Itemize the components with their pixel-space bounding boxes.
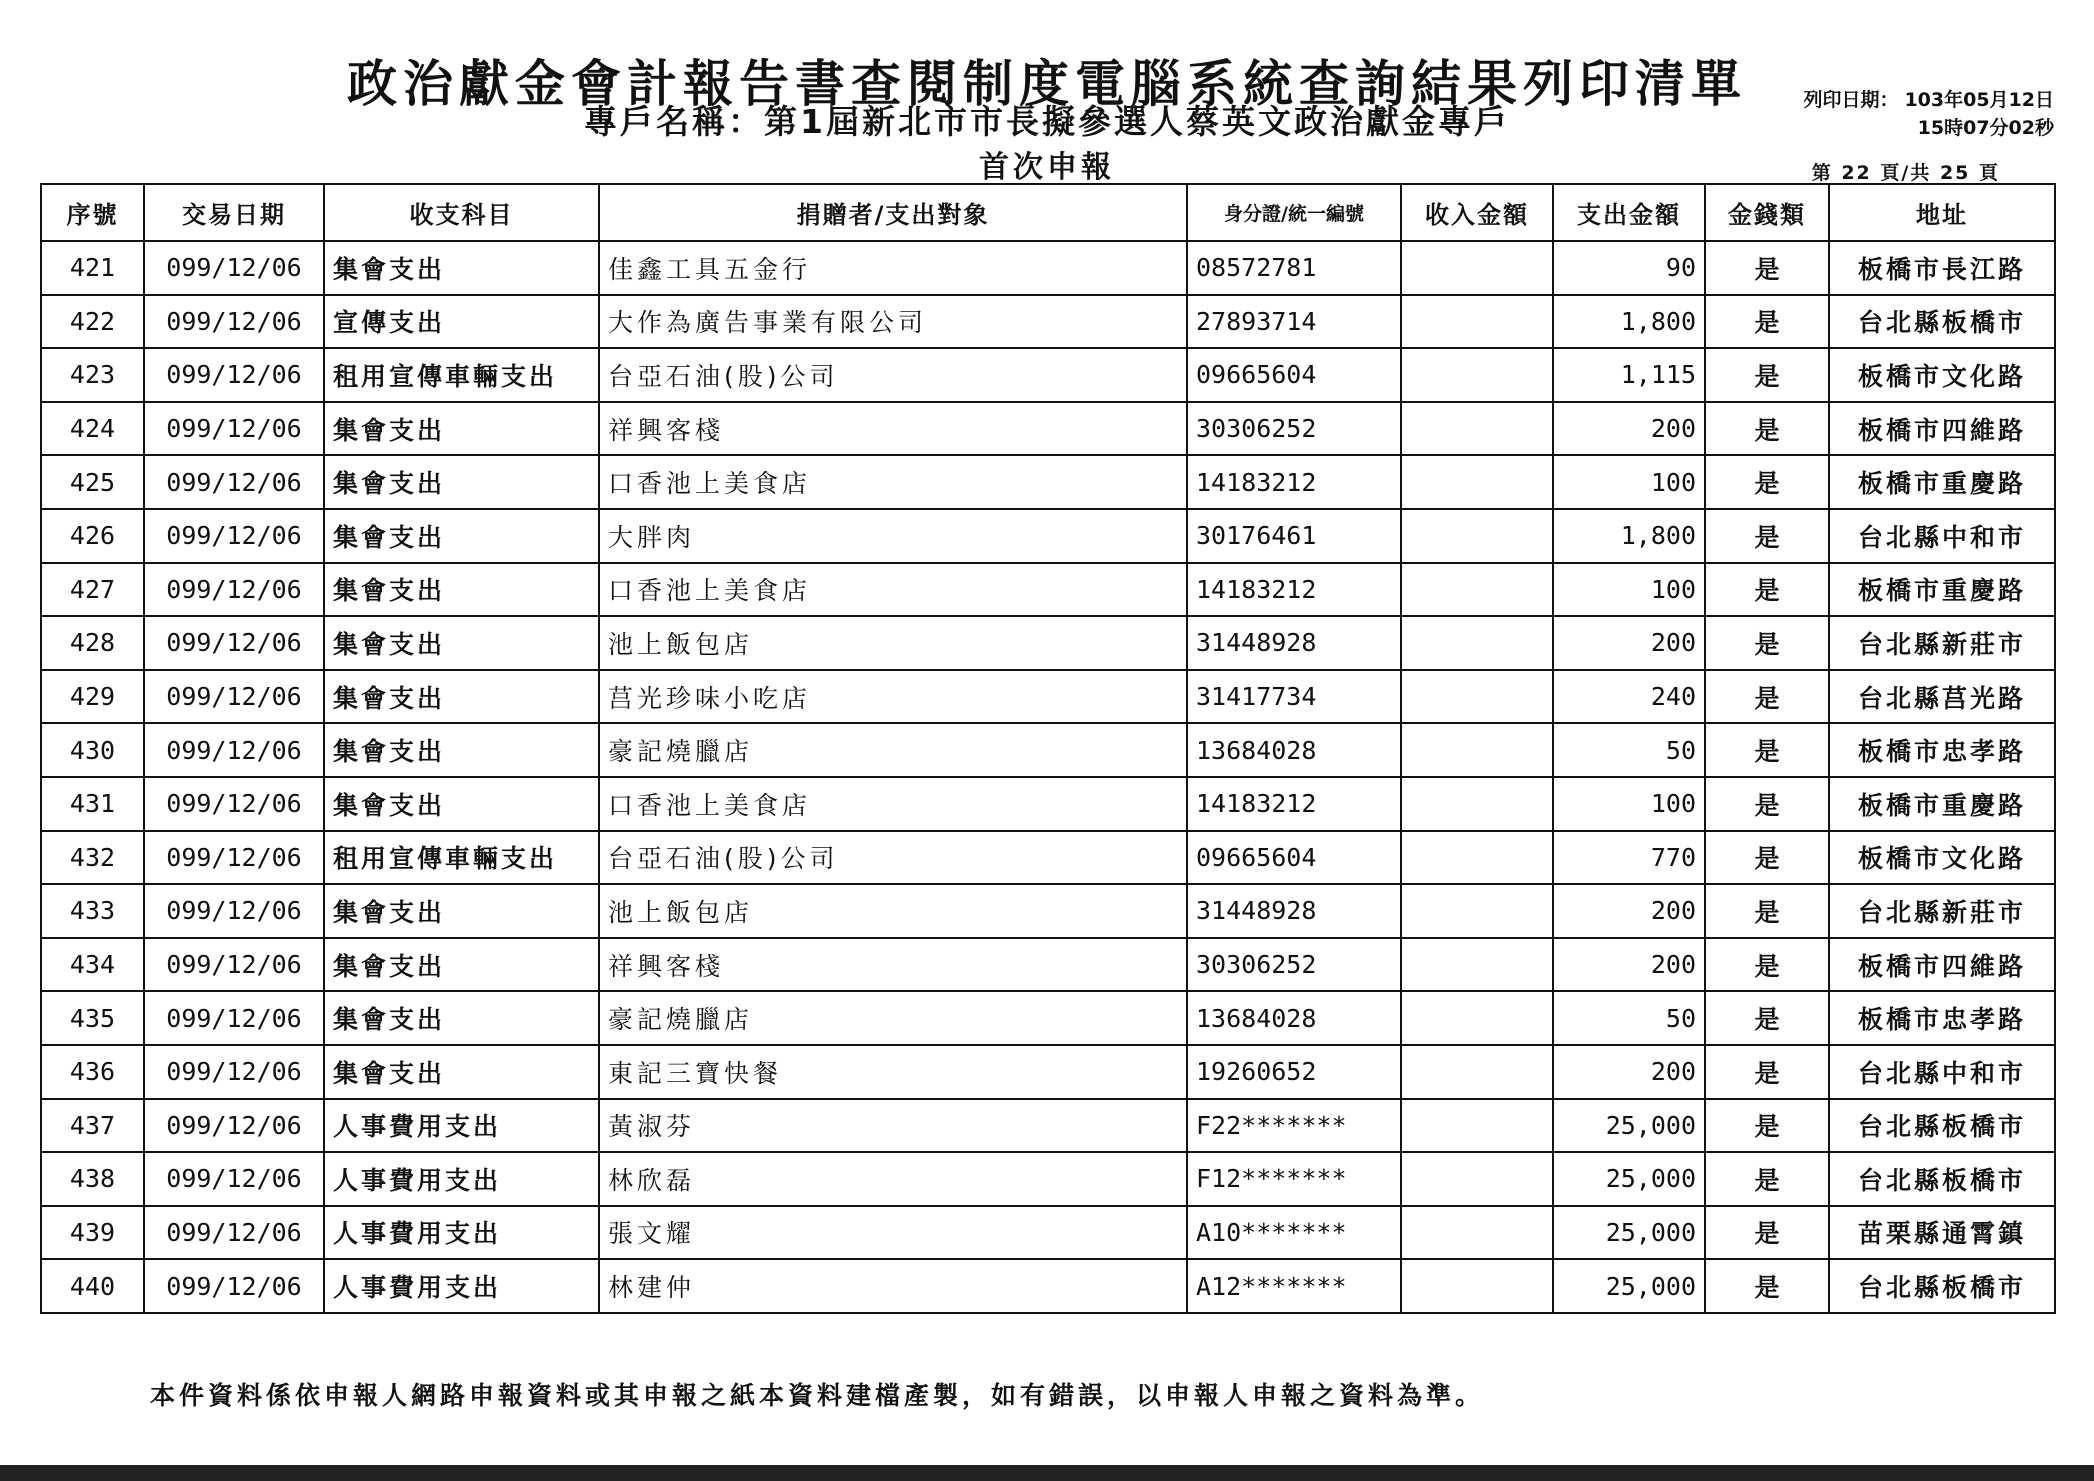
cell-address: 台北縣新莊市 — [1829, 616, 2055, 670]
cell-income — [1401, 938, 1553, 992]
cell-seq: 421 — [41, 241, 144, 295]
cell-category: 集會支出 — [324, 777, 599, 831]
print-time: 15時07分02秒 — [1917, 117, 2054, 139]
cell-counterparty: 大胖肉 — [599, 509, 1187, 563]
cell-counterparty: 口香池上美食店 — [599, 777, 1187, 831]
col-header-id: 身分證/統一編號 — [1187, 184, 1401, 241]
cell-category: 租用宣傳車輛支出 — [324, 831, 599, 885]
table-row — [41, 1152, 2055, 1206]
cell-category: 集會支出 — [324, 509, 599, 563]
cell-seq: 433 — [41, 884, 144, 938]
cell-income — [1401, 563, 1553, 617]
cell-date: 099/12/06 — [144, 1259, 324, 1313]
account-name: 專戶名稱：第1屆新北市市長擬參選人蔡英文政治獻金專戶 — [584, 102, 1510, 141]
cell-expense: 200 — [1553, 884, 1705, 938]
cell-id: A12******* — [1187, 1259, 1401, 1313]
cell-category: 集會支出 — [324, 991, 599, 1045]
cell-expense: 25,000 — [1553, 1206, 1705, 1260]
cell-address: 台北縣中和市 — [1829, 509, 2055, 563]
cell-counterparty: 池上飯包店 — [599, 616, 1187, 670]
table-row — [41, 831, 2055, 885]
table-row — [41, 509, 2055, 563]
cell-expense: 1,115 — [1553, 348, 1705, 402]
table-row — [41, 670, 2055, 724]
table-row — [41, 616, 2055, 670]
cell-counterparty: 張文耀 — [599, 1206, 1187, 1260]
cell-counterparty: 佳鑫工具五金行 — [599, 241, 1187, 295]
cell-category: 集會支出 — [324, 723, 599, 777]
cell-date: 099/12/06 — [144, 1099, 324, 1153]
cell-seq: 438 — [41, 1152, 144, 1206]
cell-id: F22******* — [1187, 1099, 1401, 1153]
cell-money: 是 — [1705, 670, 1829, 724]
header-row — [41, 184, 2055, 241]
cell-date: 099/12/06 — [144, 723, 324, 777]
col-header-seq: 序號 — [41, 184, 144, 241]
cell-date: 099/12/06 — [144, 670, 324, 724]
cell-money: 是 — [1705, 563, 1829, 617]
table-row — [41, 348, 2055, 402]
cell-date: 099/12/06 — [144, 938, 324, 992]
cell-seq: 434 — [41, 938, 144, 992]
cell-category: 集會支出 — [324, 455, 599, 509]
table-row — [41, 563, 2055, 617]
cell-counterparty: 東記三寶快餐 — [599, 1045, 1187, 1099]
cell-seq: 422 — [41, 295, 144, 349]
col-header-category: 收支科目 — [324, 184, 599, 241]
ledger-body — [41, 241, 2055, 1313]
cell-address: 台北縣板橋市 — [1829, 1152, 2055, 1206]
cell-date: 099/12/06 — [144, 402, 324, 456]
cell-seq: 426 — [41, 509, 144, 563]
cell-money: 是 — [1705, 938, 1829, 992]
cell-seq: 436 — [41, 1045, 144, 1099]
table-row — [41, 1045, 2055, 1099]
cell-income — [1401, 991, 1553, 1045]
report-title: 政治獻金會計報告書查閱制度電腦系統查詢結果列印清單 — [347, 54, 1747, 113]
cell-date: 099/12/06 — [144, 991, 324, 1045]
cell-date: 099/12/06 — [144, 563, 324, 617]
cell-income — [1401, 402, 1553, 456]
cell-income — [1401, 1206, 1553, 1260]
cell-money: 是 — [1705, 348, 1829, 402]
cell-expense: 200 — [1553, 938, 1705, 992]
cell-income — [1401, 616, 1553, 670]
cell-seq: 431 — [41, 777, 144, 831]
table-row — [41, 723, 2055, 777]
cell-seq: 437 — [41, 1099, 144, 1153]
cell-seq: 432 — [41, 831, 144, 885]
page-info: 第 22 頁/共 25 頁 — [1811, 162, 2000, 184]
cell-address: 台北縣莒光路 — [1829, 670, 2055, 724]
col-header-expense: 支出金額 — [1553, 184, 1705, 241]
cell-counterparty: 豪記燒臘店 — [599, 723, 1187, 777]
cell-date: 099/12/06 — [144, 455, 324, 509]
report-type: 首次申報 — [979, 150, 1115, 185]
cell-income — [1401, 884, 1553, 938]
cell-expense: 770 — [1553, 831, 1705, 885]
cell-category: 人事費用支出 — [324, 1099, 599, 1153]
cell-counterparty: 林建仲 — [599, 1259, 1187, 1313]
cell-expense: 200 — [1553, 402, 1705, 456]
cell-id: 30306252 — [1187, 938, 1401, 992]
cell-counterparty: 台亞石油(股)公司 — [599, 348, 1187, 402]
cell-income — [1401, 1259, 1553, 1313]
cell-address: 台北縣新莊市 — [1829, 884, 2055, 938]
cell-id: 30306252 — [1187, 402, 1401, 456]
cell-money: 是 — [1705, 723, 1829, 777]
cell-money: 是 — [1705, 402, 1829, 456]
cell-money: 是 — [1705, 1099, 1829, 1153]
cell-id: 31417734 — [1187, 670, 1401, 724]
cell-category: 集會支出 — [324, 670, 599, 724]
table-row — [41, 295, 2055, 349]
cell-counterparty: 口香池上美食店 — [599, 563, 1187, 617]
cell-seq: 430 — [41, 723, 144, 777]
cell-money: 是 — [1705, 295, 1829, 349]
print-date: 103年05月12日 — [1904, 89, 2054, 111]
cell-counterparty: 林欣磊 — [599, 1152, 1187, 1206]
cell-date: 099/12/06 — [144, 348, 324, 402]
print-date-label: 列印日期： — [1803, 89, 1899, 111]
cell-counterparty: 祥興客棧 — [599, 938, 1187, 992]
print-info — [1803, 86, 2054, 142]
cell-seq: 427 — [41, 563, 144, 617]
cell-money: 是 — [1705, 777, 1829, 831]
cell-money: 是 — [1705, 1259, 1829, 1313]
cell-date: 099/12/06 — [144, 509, 324, 563]
cell-id: 09665604 — [1187, 348, 1401, 402]
cell-id: 09665604 — [1187, 831, 1401, 885]
cell-expense: 25,000 — [1553, 1099, 1705, 1153]
cell-money: 是 — [1705, 455, 1829, 509]
cell-category: 集會支出 — [324, 241, 599, 295]
cell-date: 099/12/06 — [144, 777, 324, 831]
cell-address: 板橋市四維路 — [1829, 402, 2055, 456]
cell-category: 集會支出 — [324, 563, 599, 617]
cell-expense: 25,000 — [1553, 1259, 1705, 1313]
cell-address: 台北縣板橋市 — [1829, 1099, 2055, 1153]
cell-income — [1401, 509, 1553, 563]
cell-id: 14183212 — [1187, 455, 1401, 509]
cell-address: 板橋市忠孝路 — [1829, 991, 2055, 1045]
cell-id: 08572781 — [1187, 241, 1401, 295]
cell-income — [1401, 777, 1553, 831]
cell-id: 31448928 — [1187, 884, 1401, 938]
cell-id: 30176461 — [1187, 509, 1401, 563]
cell-counterparty: 豪記燒臘店 — [599, 991, 1187, 1045]
cell-expense: 100 — [1553, 563, 1705, 617]
cell-date: 099/12/06 — [144, 831, 324, 885]
cell-category: 集會支出 — [324, 938, 599, 992]
cell-money: 是 — [1705, 831, 1829, 885]
cell-address: 板橋市文化路 — [1829, 348, 2055, 402]
cell-address: 板橋市四維路 — [1829, 938, 2055, 992]
cell-money: 是 — [1705, 884, 1829, 938]
table-row — [41, 455, 2055, 509]
col-header-money: 金錢類 — [1705, 184, 1829, 241]
cell-counterparty: 口香池上美食店 — [599, 455, 1187, 509]
cell-money: 是 — [1705, 1206, 1829, 1260]
cell-date: 099/12/06 — [144, 241, 324, 295]
cell-id: A10******* — [1187, 1206, 1401, 1260]
cell-seq: 429 — [41, 670, 144, 724]
col-header-date: 交易日期 — [144, 184, 324, 241]
table-row — [41, 938, 2055, 992]
table-row — [41, 777, 2055, 831]
cell-address: 板橋市忠孝路 — [1829, 723, 2055, 777]
cell-money: 是 — [1705, 509, 1829, 563]
cell-seq: 440 — [41, 1259, 144, 1313]
cell-id: 14183212 — [1187, 563, 1401, 617]
cell-category: 集會支出 — [324, 402, 599, 456]
cell-counterparty: 池上飯包店 — [599, 884, 1187, 938]
cell-seq: 428 — [41, 616, 144, 670]
cell-expense: 100 — [1553, 777, 1705, 831]
table-row — [41, 991, 2055, 1045]
cell-income — [1401, 670, 1553, 724]
cell-income — [1401, 723, 1553, 777]
table-row — [41, 884, 2055, 938]
cell-id: 14183212 — [1187, 777, 1401, 831]
cell-expense: 90 — [1553, 241, 1705, 295]
cell-category: 集會支出 — [324, 1045, 599, 1099]
cell-counterparty: 莒光珍味小吃店 — [599, 670, 1187, 724]
cell-income — [1401, 348, 1553, 402]
col-header-counterparty: 捐贈者/支出對象 — [599, 184, 1187, 241]
cell-counterparty: 台亞石油(股)公司 — [599, 831, 1187, 885]
cell-expense: 1,800 — [1553, 509, 1705, 563]
cell-id: F12******* — [1187, 1152, 1401, 1206]
cell-seq: 439 — [41, 1206, 144, 1260]
cell-address: 台北縣板橋市 — [1829, 1259, 2055, 1313]
cell-category: 人事費用支出 — [324, 1152, 599, 1206]
cell-income — [1401, 241, 1553, 295]
cell-seq: 435 — [41, 991, 144, 1045]
cell-money: 是 — [1705, 991, 1829, 1045]
cell-category: 人事費用支出 — [324, 1259, 599, 1313]
cell-address: 台北縣板橋市 — [1829, 295, 2055, 349]
cell-money: 是 — [1705, 616, 1829, 670]
cell-income — [1401, 455, 1553, 509]
cell-id: 13684028 — [1187, 723, 1401, 777]
cell-address: 苗栗縣通霄鎮 — [1829, 1206, 2055, 1260]
cell-category: 集會支出 — [324, 616, 599, 670]
table-row — [41, 1259, 2055, 1313]
cell-seq: 423 — [41, 348, 144, 402]
cell-address: 板橋市重慶路 — [1829, 777, 2055, 831]
table-row — [41, 1206, 2055, 1260]
cell-income — [1401, 1099, 1553, 1153]
cell-money: 是 — [1705, 1045, 1829, 1099]
cell-money: 是 — [1705, 241, 1829, 295]
col-header-address: 地址 — [1829, 184, 2055, 241]
cell-expense: 1,800 — [1553, 295, 1705, 349]
cell-expense: 100 — [1553, 455, 1705, 509]
cell-date: 099/12/06 — [144, 884, 324, 938]
cell-id: 13684028 — [1187, 991, 1401, 1045]
cell-seq: 425 — [41, 455, 144, 509]
cell-income — [1401, 1045, 1553, 1099]
table-row — [41, 241, 2055, 295]
cell-address: 板橋市文化路 — [1829, 831, 2055, 885]
col-header-income: 收入金額 — [1401, 184, 1553, 241]
cell-income — [1401, 1152, 1553, 1206]
cell-category: 集會支出 — [324, 884, 599, 938]
cell-date: 099/12/06 — [144, 1206, 324, 1260]
cell-expense: 240 — [1553, 670, 1705, 724]
cell-expense: 200 — [1553, 616, 1705, 670]
table-row — [41, 1099, 2055, 1153]
cell-income — [1401, 295, 1553, 349]
cell-date: 099/12/06 — [144, 616, 324, 670]
cell-expense: 25,000 — [1553, 1152, 1705, 1206]
cell-expense: 50 — [1553, 991, 1705, 1045]
cell-address: 板橋市重慶路 — [1829, 455, 2055, 509]
cell-address: 板橋市重慶路 — [1829, 563, 2055, 617]
cell-seq: 424 — [41, 402, 144, 456]
cell-date: 099/12/06 — [144, 1152, 324, 1206]
cell-income — [1401, 831, 1553, 885]
cell-id: 19260652 — [1187, 1045, 1401, 1099]
cell-id: 27893714 — [1187, 295, 1401, 349]
cell-date: 099/12/06 — [144, 1045, 324, 1099]
cell-expense: 200 — [1553, 1045, 1705, 1099]
cell-category: 人事費用支出 — [324, 1206, 599, 1260]
cell-counterparty: 大作為廣告事業有限公司 — [599, 295, 1187, 349]
cell-category: 宣傳支出 — [324, 295, 599, 349]
table-row — [41, 402, 2055, 456]
ledger-table — [40, 183, 2056, 1314]
scan-edge — [0, 1465, 2094, 1481]
cell-counterparty: 黃淑芬 — [599, 1099, 1187, 1153]
cell-id: 31448928 — [1187, 616, 1401, 670]
cell-address: 板橋市長江路 — [1829, 241, 2055, 295]
cell-counterparty: 祥興客棧 — [599, 402, 1187, 456]
cell-money: 是 — [1705, 1152, 1829, 1206]
footer-note: 本件資料係依申報人網路申報資料或其申報之紙本資料建檔產製，如有錯誤，以申報人申報之資料為準。 — [150, 1381, 1485, 1410]
cell-address: 台北縣中和市 — [1829, 1045, 2055, 1099]
cell-expense: 50 — [1553, 723, 1705, 777]
cell-date: 099/12/06 — [144, 295, 324, 349]
cell-category: 租用宣傳車輛支出 — [324, 348, 599, 402]
